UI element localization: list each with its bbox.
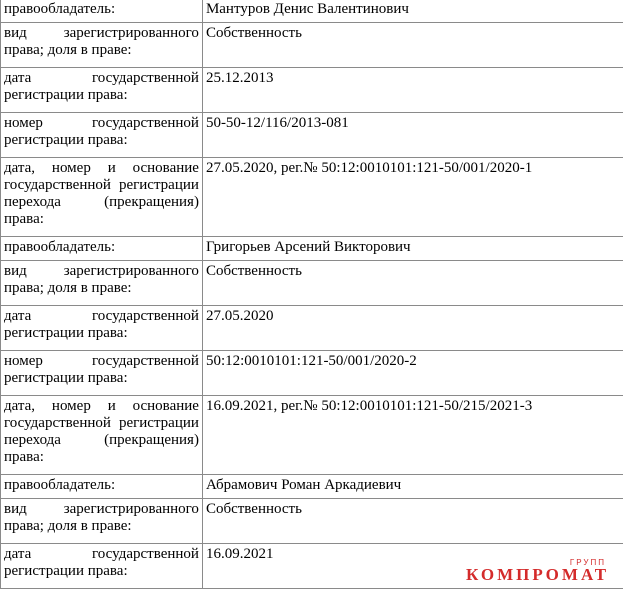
right-type-value: Собственность [202, 23, 623, 68]
right-type-value: Собственность [202, 499, 623, 544]
table-row [1, 261, 623, 306]
table-row [1, 68, 623, 113]
reg-date-value: 16.09.2021 [202, 544, 623, 589]
owner-label: правообладатель: [1, 475, 203, 499]
right-type-label: вид зарегистрированного права; доля в праве: [1, 23, 203, 68]
reg-number-label: номер государственной регистрации права: [1, 113, 203, 158]
owner-value: Абрамович Роман Аркадиевич [202, 475, 623, 499]
reg-date-value: 25.12.2013 [202, 68, 623, 113]
watermark-logo [466, 558, 616, 586]
right-type-value: Собственность [202, 261, 623, 306]
owner-label: правообладатель: [1, 0, 203, 23]
right-type-label: вид зарегистрированного права; доля в праве: [1, 499, 203, 544]
reg-number-value: 50:12:0010101:121-50/001/2020-2 [202, 351, 623, 396]
right-type-label: вид зарегистрированного права; доля в праве: [1, 261, 203, 306]
owner-value: Григорьев Арсений Викторович [202, 237, 623, 261]
watermark-subtext: ГРУПП [569, 558, 606, 567]
table-row [1, 351, 623, 396]
reg-date-label: дата государственной регистрации права: [1, 544, 203, 589]
reg-date-value: 27.05.2020 [202, 306, 623, 351]
table-row [1, 113, 623, 158]
table-row [1, 237, 623, 261]
transfer-label: дата, номер и основание государственной регистрации перехода (прекращения) права: [1, 396, 203, 475]
transfer-label: дата, номер и основание государственной регистрации перехода (прекращения) права: [1, 158, 203, 237]
table-row [1, 396, 623, 475]
table-row [1, 23, 623, 68]
transfer-value: 27.05.2020, рег.№ 50:12:0010101:121-50/001/2020-1 [202, 158, 623, 237]
reg-date-label: дата государственной регистрации права: [1, 68, 203, 113]
table-row [1, 158, 623, 237]
watermark-text: КОМПРОМАТ [466, 565, 610, 584]
reg-number-value: 50-50-12/116/2013-081 [202, 113, 623, 158]
table-row [1, 475, 623, 499]
reg-number-label: номер государственной регистрации права: [1, 351, 203, 396]
table-row [1, 306, 623, 351]
owner-value: Мантуров Денис Валентинович [202, 0, 623, 23]
table-row [1, 499, 623, 544]
owner-label: правообладатель: [1, 237, 203, 261]
transfer-value: 16.09.2021, рег.№ 50:12:0010101:121-50/215/2021-3 [202, 396, 623, 475]
reg-date-label: дата государственной регистрации права: [1, 306, 203, 351]
table-row [1, 0, 623, 23]
